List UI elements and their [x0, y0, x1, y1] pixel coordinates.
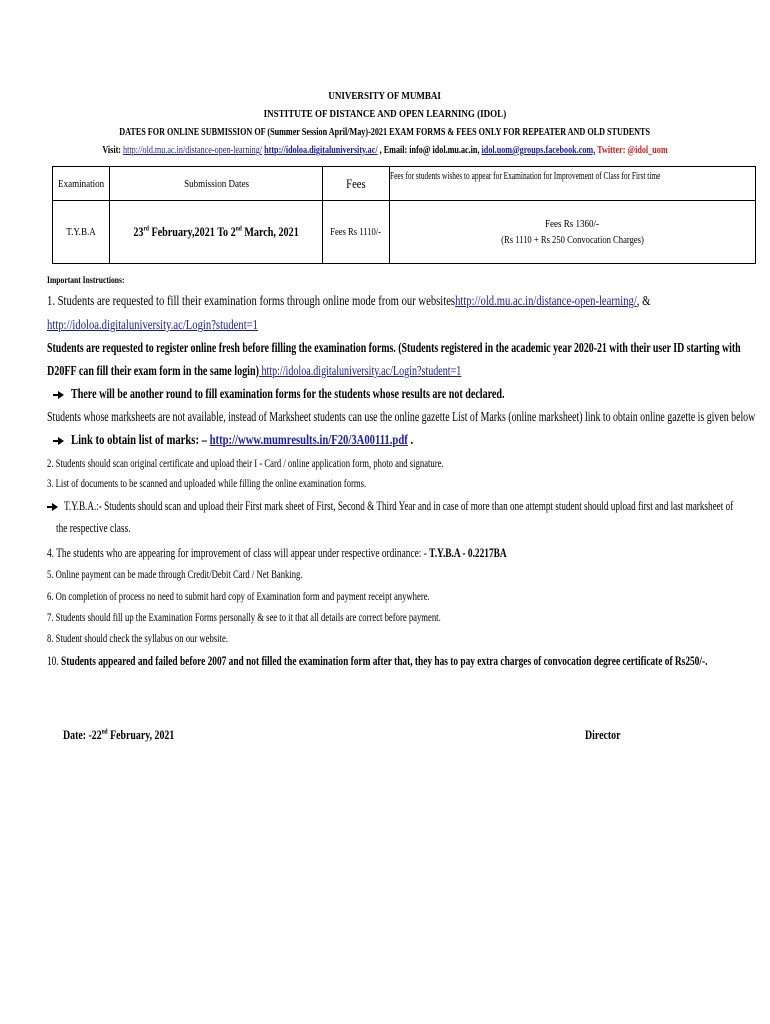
signatory-director: Director: [585, 727, 621, 742]
instruction-6: 6. On completion of process no need to submit hard copy of Examination form and payment receipt anywhere.: [47, 589, 430, 603]
mumresults-link[interactable]: http://www.mumresults.in/F20/3A00111.pdf: [209, 433, 408, 448]
register-login-link[interactable]: http://idoloa.digitaluniversity.ac/Login?student=1: [258, 364, 462, 379]
instruction-8: 8. Student should check the syllabus on our website.: [47, 631, 228, 645]
twitter-handle: Twitter: @idol_uom: [595, 144, 668, 156]
marksheet-note: Students whose marksheets are not available, instead of Marksheet students can use the online gazette List of Marks (online marksheet) link to obtain online gazette is given below: [47, 410, 756, 425]
arrow-point-tyba-upload-cont: the respective class.: [56, 520, 131, 535]
arrow-right-icon: [47, 502, 58, 512]
instructions-heading: Important Instructions:: [47, 276, 125, 286]
exam-fees-table: [52, 166, 756, 264]
header-submission-dates: Submission Dates: [110, 167, 323, 201]
instruction-5: 5. Online payment can be made through Credit/Debit Card / Net Banking.: [47, 567, 303, 581]
institute-title: INSTITUTE OF DISTANCE AND OPEN LEARNING (IDOL): [263, 108, 507, 120]
header-fees: Fees: [323, 167, 389, 201]
register-notice-line2: D20FF can fill their exam form in the same login) http://idoloa.digitaluniversity.ac/Login?student=1: [47, 364, 462, 379]
instruction-1: 1. Students are requested to fill their examination forms through online mode from our websiteshttp://old.mu.ac.in/distance-open-learning/, &: [47, 294, 651, 309]
cell-improvement-fees: [389, 201, 755, 264]
digital-university-link[interactable]: http://idoloa.digitaluniversity.ac/: [264, 144, 378, 156]
header-improvement-fees: Fees for students wishes to appear for Examination for Improvement of Class for First time: [389, 167, 755, 201]
arrow-right-icon: [53, 390, 64, 400]
document-subject: DATES FOR ONLINE SUBMISSION OF (Summer Session April/May)-2021 EXAM FORMS & FEES ONLY FOR REPEATER AND OLD STUDENTS: [119, 126, 651, 138]
issue-date: Date: -22nd February, 2021: [63, 727, 175, 742]
header-examination: Examination: [53, 167, 110, 201]
instruction-3: 3. List of documents to be scanned and uploaded while filling the online examination forms.: [47, 476, 367, 490]
visit-label: Visit:: [102, 144, 124, 156]
university-title: UNIVERSITY OF MUMBAI: [328, 90, 442, 102]
instruction-1-link-login[interactable]: http://idoloa.digitaluniversity.ac/Login?student=1: [47, 318, 258, 333]
instruction-2: 2. Students should scan original certificate and upload their I - Card / online application form, photo and signature.: [47, 456, 444, 470]
improvement-fee-breakdown: (Rs 1110 + Rs 250 Convocation Charges): [500, 234, 644, 246]
register-notice-line1: Students are requested to register online fresh before filling the examination forms. (Students registered in the academic year 2020-21 with their user ID starting with: [47, 341, 741, 356]
contact-line: [0, 144, 770, 156]
arrow-point-marks-link: Link to obtain list of marks: – http://www.mumresults.in/F20/3A00111.pdf .: [53, 433, 521, 449]
cell-fees: Fees Rs 1110/-: [323, 201, 389, 264]
idol-website-link[interactable]: http://old.mu.ac.in/distance-open-learning/: [123, 144, 263, 156]
instruction-7: 7. Students should fill up the Examination Forms personally & see to it that all details are correct before payment.: [47, 610, 441, 624]
email-text: , Email: info@ idol.mu.ac.in,: [377, 144, 482, 156]
arrow-point-another-round: There will be another round to fill examination forms for the students whose results are not declared.: [53, 387, 673, 403]
table-row: [53, 201, 756, 264]
arrow-point-tyba-upload: T.Y.B.A.:- Students should scan and upload their First mark sheet of First, Second & Third Year and in case of more than one attempt student should upload first and last marksheet of: [47, 498, 770, 514]
arrow-right-icon: [53, 436, 64, 446]
facebook-link[interactable]: idol.uom@groups.facebook.com,: [481, 144, 596, 156]
instruction-1-second-link: [47, 318, 325, 334]
instruction-4: 4. The students who are appearing for improvement of class will appear under respective ordinance: - T.Y.B.A - 0.2217BA: [47, 545, 507, 560]
instruction-1-link-old-site[interactable]: http://old.mu.ac.in/distance-open-learning/: [455, 294, 637, 309]
table-header-row: [53, 167, 756, 201]
improvement-fee-amount: Fees Rs 1360/-: [545, 218, 600, 230]
instruction-10: 10. Students appeared and failed before 2007 and not filled the examination form after that, they has to pay extra charges of convocation degree certificate of Rs250/-.: [47, 653, 708, 668]
cell-submission-dates: 23rd February,2021 To 2nd March, 2021: [110, 201, 323, 264]
cell-exam-name: T.Y.B.A: [53, 201, 110, 264]
